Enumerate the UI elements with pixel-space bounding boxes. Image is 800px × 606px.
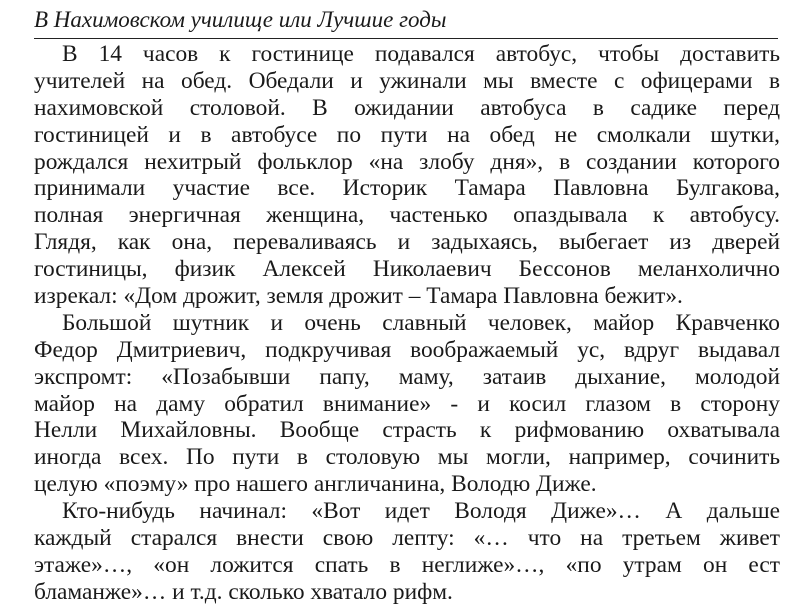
paragraph-1	[34, 41, 780, 310]
body-text	[34, 41, 780, 606]
text-line: Большой шутник и очень славный человек, майор Кравченко	[62, 309, 780, 336]
header-rule	[34, 38, 778, 39]
text-line: бламанже»… и т.д. сколько хватало рифм.	[34, 578, 453, 605]
paragraph-2	[34, 310, 780, 498]
text-line: Нелли Михайловны. Вообще страсть к рифмованию охватывала	[34, 417, 780, 444]
text-line: экспромт: «Позабывши папу, маму, затаив дыхание, молодой	[34, 363, 780, 390]
text-line: майор на даму обратил внимание» - и косил глазом в сторону	[34, 390, 780, 417]
text-line: Федор Дмитриевич, подкручивая воображаемый ус, вдруг выдавал	[34, 336, 780, 363]
text-line: гостиницы, физик Алексей Николаевич Бессонов меланхолично	[34, 256, 780, 283]
text-line: этаже»…, «он ложится спать в неглиже»…, «по утрам он ест	[34, 551, 780, 578]
text-line: изрекал: «Дом дрожит, земля дрожит – Тамара Павловна бежит».	[34, 283, 683, 310]
text-line: гостиницей и в автобусе по пути на обед не смолкали шутки,	[34, 121, 780, 148]
text-line: каждый старался внести свою лепту: «… что на третьем живет	[34, 525, 780, 552]
paragraph-3	[34, 498, 780, 606]
text-line: Глядя, как она, переваливаясь и задыхаясь, выбегает из дверей	[34, 229, 780, 256]
text-line: В 14 часов к гостинице подавался автобус, чтобы доставить	[62, 41, 780, 67]
text-line: иногда всех. По пути в столовую мы могли, например, сочинить	[34, 444, 780, 471]
text-line: полная энергичная женщина, частенько опаздывала к автобусу.	[34, 202, 780, 229]
text-line: нахимовской столовой. В ожидании автобуса в садике перед	[34, 94, 780, 121]
text-line: Кто-нибудь начинал: «Вот идет Володя Диже»… А дальше	[62, 498, 780, 525]
text-line: учителей на обед. Обедали и ужинали мы вместе с офицерами в	[34, 67, 780, 94]
text-line: рождался нехитрый фольклор «на злобу дня», в создании которого	[34, 148, 780, 175]
text-line: принимали участие все. Историк Тамара Павловна Булгакова,	[34, 175, 780, 202]
running-head: В Нахимовском училище или Лучшие годы	[34, 7, 447, 32]
text-line: целую «поэму» про нашего англичанина, Володю Диже.	[34, 471, 597, 498]
